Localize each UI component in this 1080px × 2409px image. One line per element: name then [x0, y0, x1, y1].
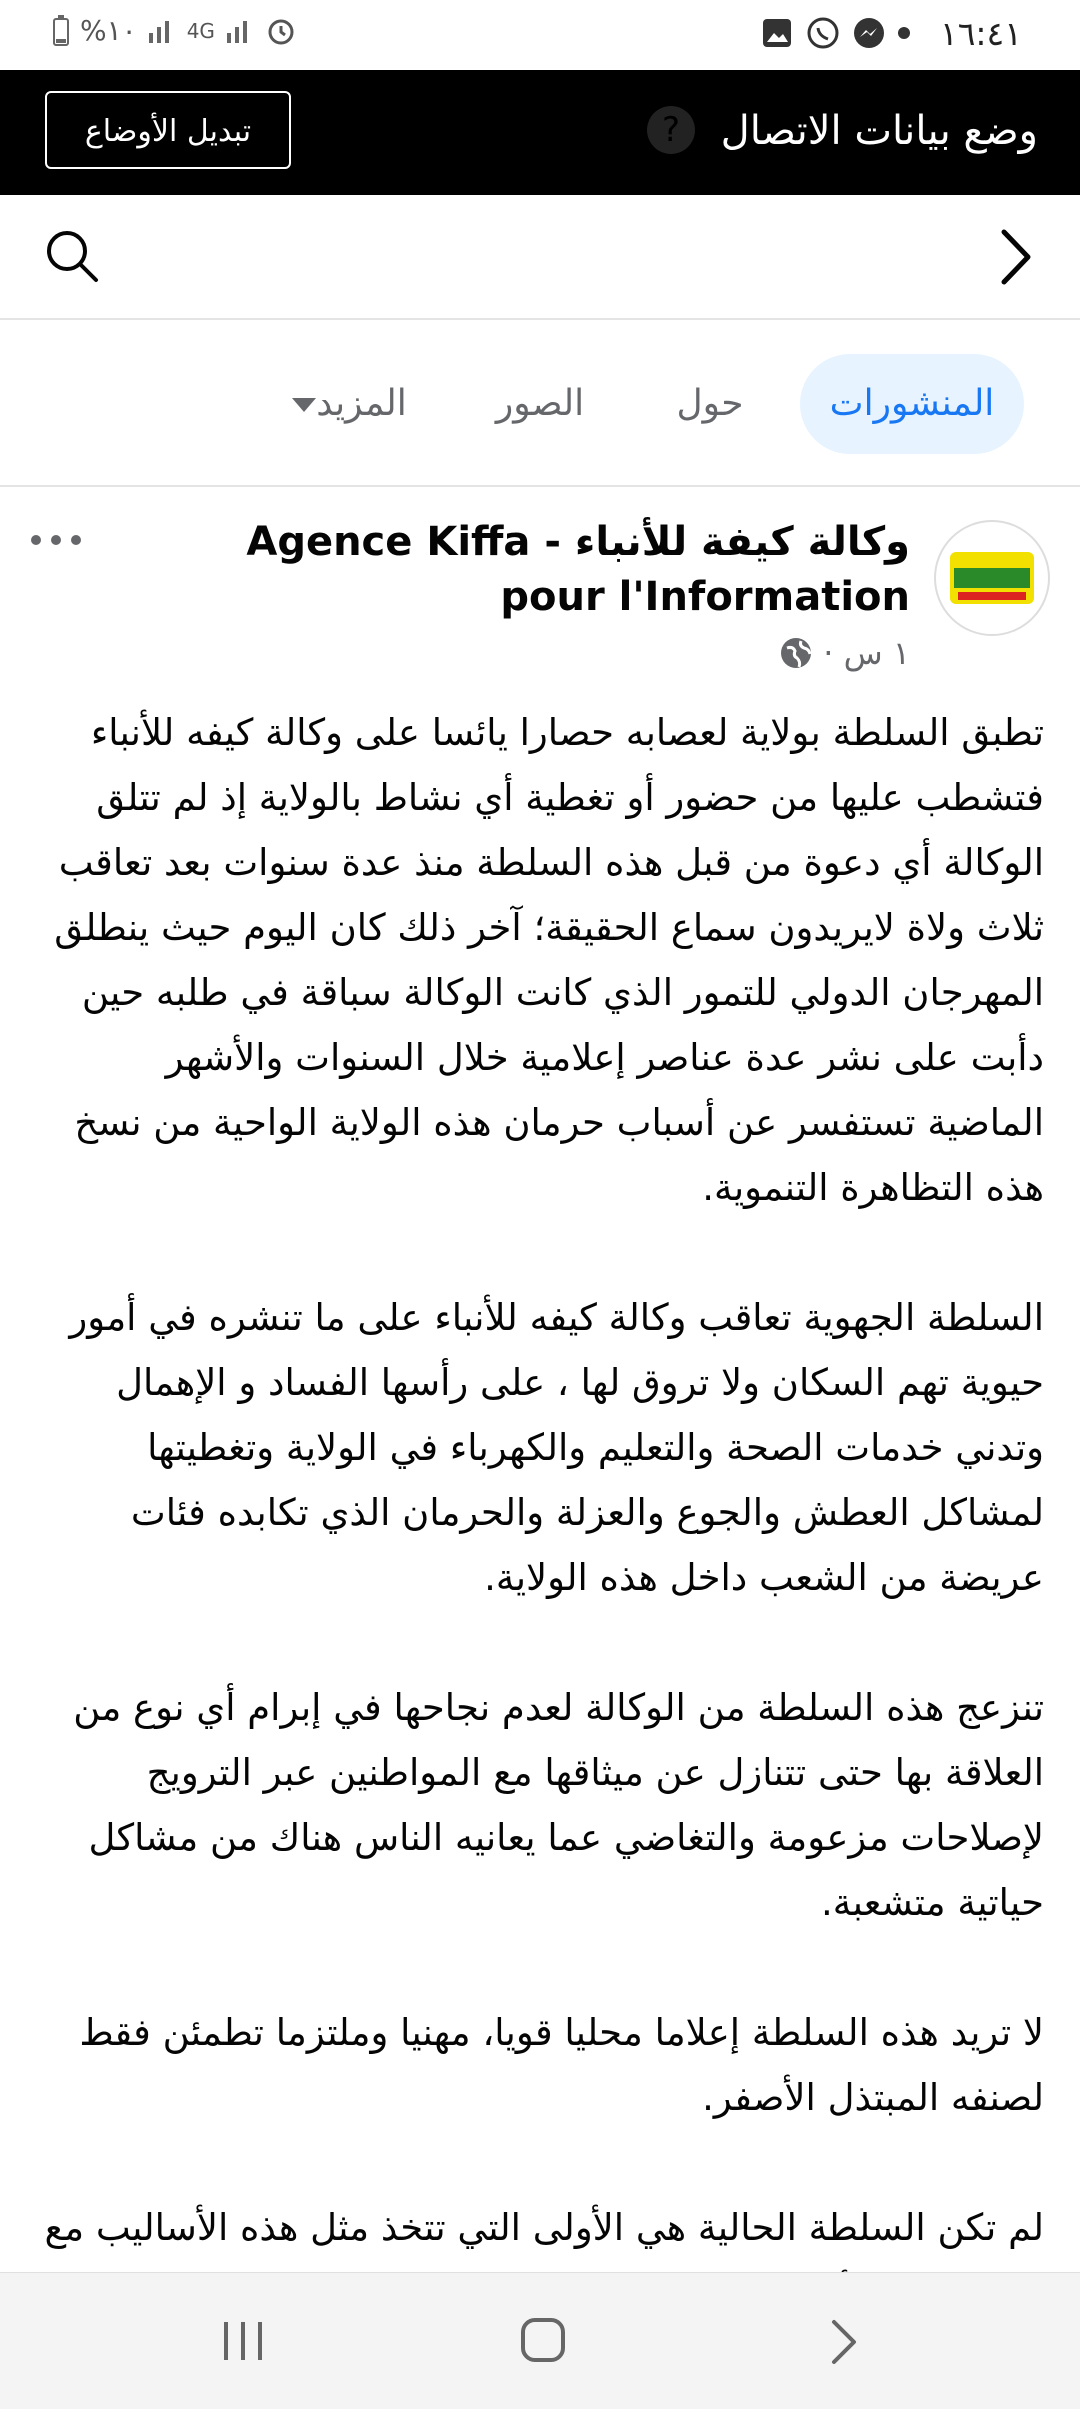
chevron-right-icon[interactable] — [990, 226, 1040, 288]
messenger-icon — [852, 16, 886, 50]
post-body — [38, 700, 1044, 2270]
avatar[interactable] — [934, 520, 1050, 636]
notification-icons — [760, 16, 910, 50]
post-paragraph: لا تريد هذه السلطة إعلاما محليا قويا، مهنيا وملتزما تطمئن فقط لصنفه المبتذل الأصفر. — [79, 2011, 1044, 2119]
question-icon[interactable]: ? — [647, 106, 695, 154]
globe-icon — [779, 636, 813, 670]
tab-about[interactable]: حول — [676, 383, 744, 424]
post-paragraph: تنزعج هذه السلطة من الوكالة لعدم نجاحها في إبرام أي نوع من العلاقة بها حتى تتنازل عن ميثاقها مع المواطنين عبر الترويج لإصلاحات مزعومة والتغاضي عما يعانيه الناس هناك من مشاكل حياتية متشعبة. — [73, 1686, 1044, 1924]
battery-icon — [52, 15, 70, 47]
tab-photos[interactable]: الصور — [495, 383, 585, 424]
post-timestamp — [779, 634, 910, 672]
post-paragraph: لم تكن السلطة الحالية هي الأولى التي تتخذ مثل هذه الأساليب مع — [44, 2206, 1044, 2249]
search-icon[interactable] — [42, 226, 102, 286]
tab-more-label: المزيد — [316, 383, 407, 424]
tab-more[interactable] — [255, 354, 430, 454]
alarm-icon — [265, 15, 297, 47]
data-mode-title: وضع بيانات الاتصال — [720, 108, 1038, 154]
status-left — [52, 14, 297, 47]
whatsapp-icon — [806, 16, 840, 50]
more-options-icon[interactable] — [28, 528, 84, 552]
caret-down-icon — [292, 398, 316, 412]
post-paragraph: السلطة الجهوية تعاقب وكالة كيفه للأنباء على ما تنشره في أمور حيوية تهم السكان ولا تروق لها ، على رأسها الفساد و الإهمال وتدني خدمات الصحة والتعليم والكهرباء في الولاية وتغطيتها لمشاكل العطش والجوع والعزلة والحرمان الذي تكابده فئات عريضة من الشعب داخل هذه الولاية. — [69, 1296, 1044, 1599]
gallery-icon — [760, 16, 794, 50]
network-type: 4G — [186, 18, 215, 43]
signal-icon — [147, 17, 177, 45]
dot-icon — [898, 27, 910, 39]
switch-modes-button[interactable]: تبديل الأوضاع — [45, 91, 291, 169]
top-nav-bar — [0, 195, 1080, 320]
page-logo-icon — [936, 522, 1048, 634]
post-time-label: ١ س · — [823, 634, 910, 672]
signal-icon — [225, 17, 255, 45]
recent-apps-icon[interactable] — [220, 2318, 266, 2364]
post-paragraph: تطبق السلطة بولاية لعصابه حصارا يائسا على وكالة كيفه للأنباء فتشطب عليها من حضور أو تغطية أي نشاط بالولاية إذ لم تتلق الوكالة أي دعوة من قبل هذه السلطة منذ عدة سنوات بعد تعاقب ثلاث ولاة لايريدون سماع الحقيقة؛ آخر ذلك كان اليوم حيث ينطلق المهرجان الدولي للتمور الذي كانت الوكالة سباقة في طلبه حين دأبت على نشر عدة عناصر إعلامية خلال السنوات والأشهر الماضية تستفسر عن أسباب حرمان هذه الولاية الواحية من نسخ هذه التظاهرة التنموية. — [54, 711, 1044, 1209]
back-icon[interactable] — [826, 2318, 862, 2366]
battery-level: %١٠ — [80, 14, 137, 47]
tab-posts[interactable]: المنشورات — [800, 354, 1024, 454]
page-name[interactable]: وكالة كيفة للأنباء - Agence Kiffa pour l'Information — [246, 519, 910, 620]
status-time: ١٦:٤١ — [939, 14, 1022, 53]
home-icon[interactable] — [519, 2316, 567, 2364]
